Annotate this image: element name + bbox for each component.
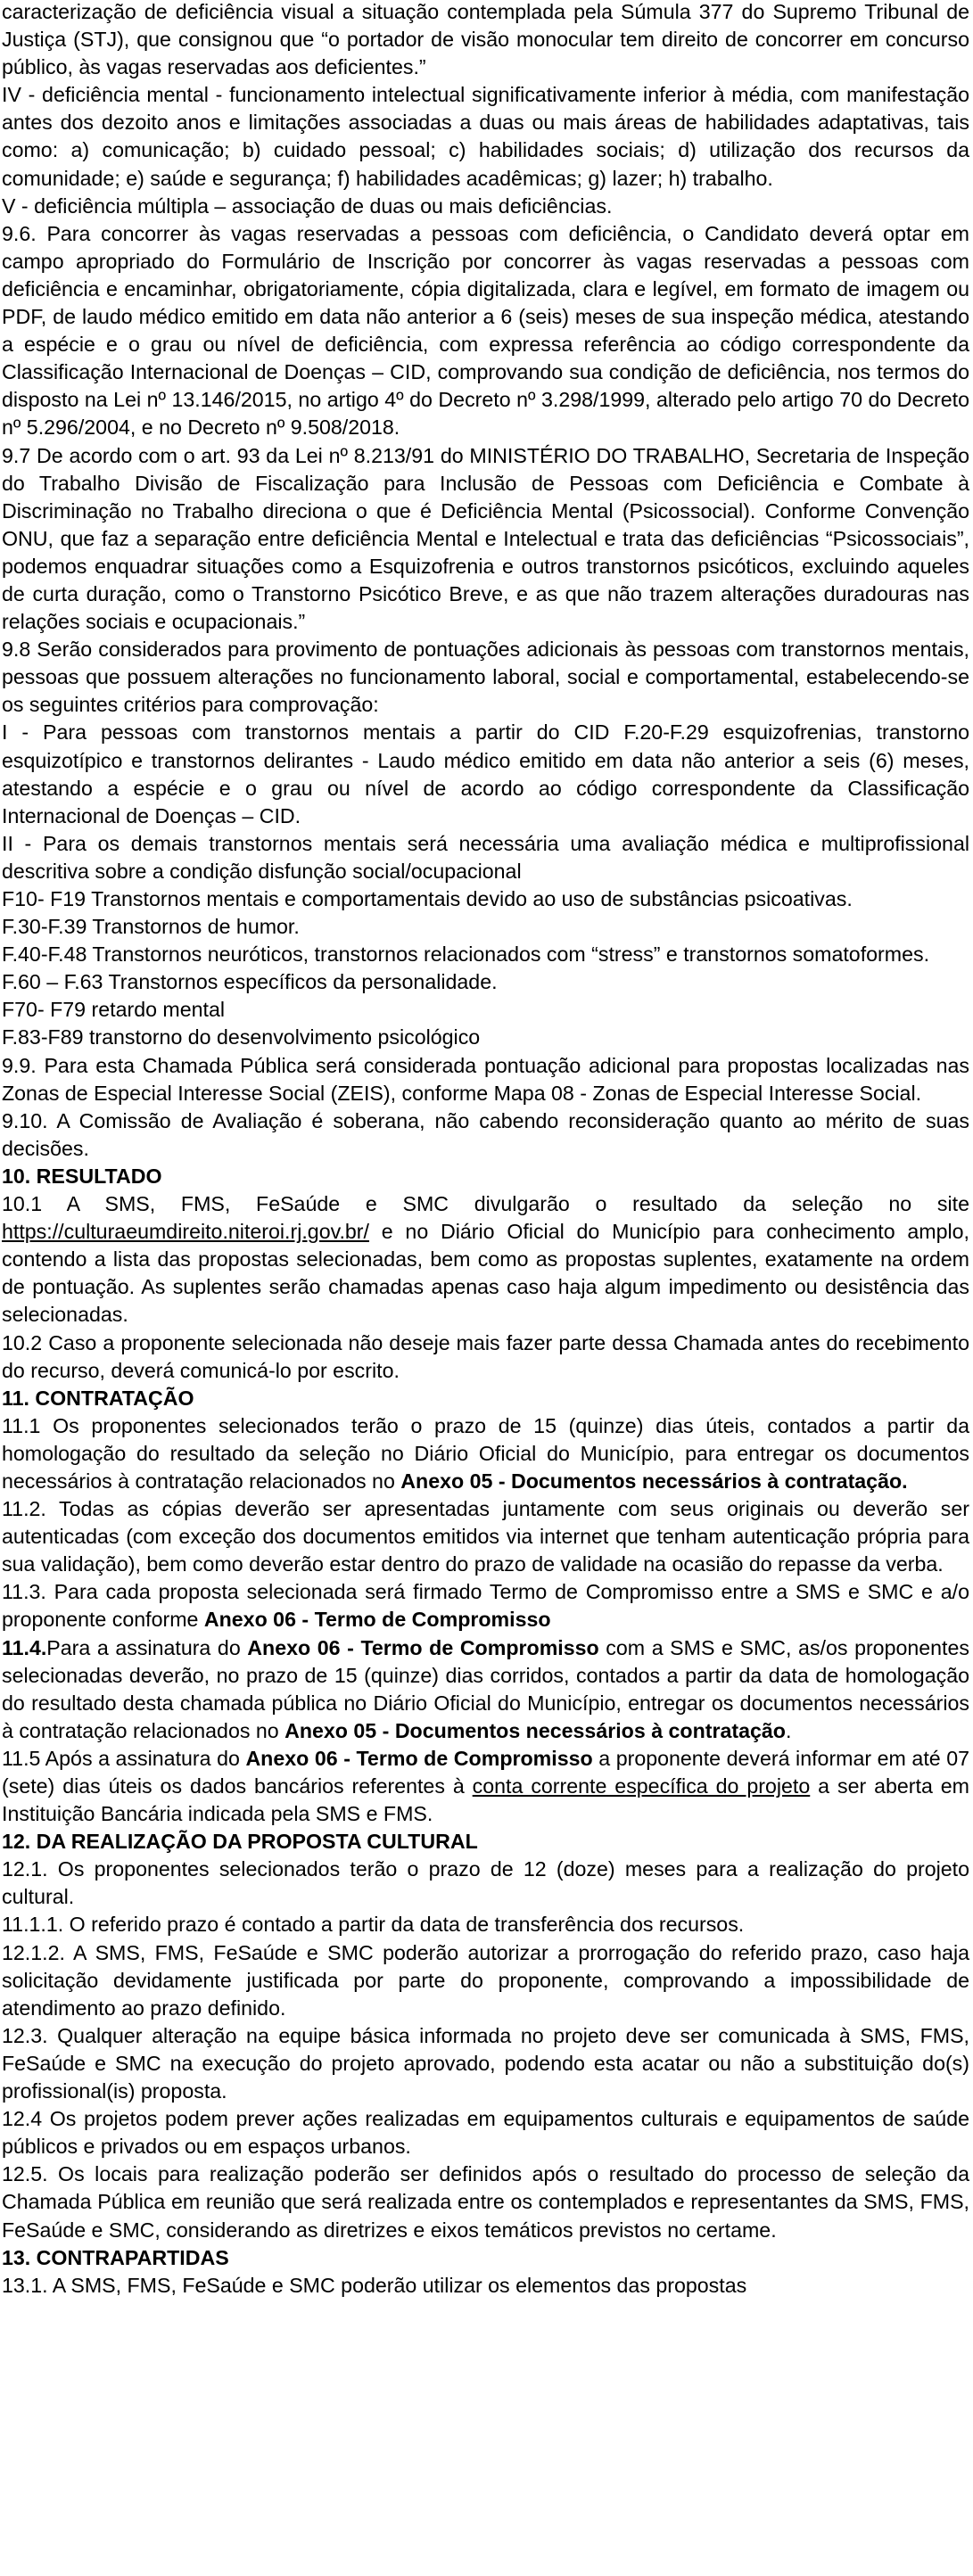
bold-text: Anexo 05 - Documentos necessários à contratação. bbox=[400, 1469, 908, 1493]
text-run: e no Diário Oficial do Município para conhecimento amplo, contendo a lista das propostas selecionadas, bem como as propostas suplentes, exatamente na ordem de pontuação. As suplentes serão chamadas apenas caso haja algum impedimento ou desistência das selecionadas. bbox=[2, 1220, 969, 1327]
paragraph: 9.10. A Comissão de Avaliação é soberana, não cabendo reconsideração quanto ao mérito de suas decisões. bbox=[2, 1108, 969, 1160]
bold-text: Anexo 06 - Termo de Compromisso bbox=[203, 1608, 551, 1632]
paragraph: 12.1. Os proponentes selecionados terão o prazo de 12 (doze) meses para a realização do projeto cultural. bbox=[2, 1857, 969, 1909]
paragraph-11-5 bbox=[2, 1745, 969, 1828]
paragraph: II - Para os demais transtornos mentais será necessária uma avaliação médica e multiprofissional descritiva sobre a condição disfunção social/ocupacional bbox=[2, 831, 969, 883]
text-run: 11.5 Após a assinatura do bbox=[2, 1746, 246, 1770]
text-run: 11.3. Para cada proposta selecionada será firmado Termo de Compromisso entre a SMS e SMC e a/o proponente conforme bbox=[2, 1580, 969, 1632]
section-heading-contratacao: 11. CONTRATAÇÃO bbox=[2, 1386, 194, 1410]
paragraph: 11.1.1. O referido prazo é contado a partir da data de transferência dos recursos. bbox=[2, 1913, 745, 1937]
section-heading-resultado: 10. RESULTADO bbox=[2, 1164, 162, 1188]
paragraph-11-1 bbox=[2, 1412, 969, 1495]
paragraph: F.30-F.39 Transtornos de humor. bbox=[2, 915, 300, 939]
text-run: a ser aberta em Instituição Bancária indicada pela SMS e FMS. bbox=[2, 1774, 970, 1826]
paragraph-10-2: 10.2 Caso a proponente selecionada não deseje mais fazer parte dessa Chamada antes do recebimento do recurso, deverá comunicá-lo por escrito. bbox=[2, 1330, 969, 1382]
site-link[interactable]: https://culturaeumdireito.niteroi.rj.gov.br/ bbox=[2, 1220, 369, 1244]
paragraph: 12.1.2. A SMS, FMS, FeSaúde e SMC poderão autorizar a prorrogação do referido prazo, caso haja solicitação devidamente justificada por parte do proponente, comprovando a impossibilidade de atendimento ao prazo definido. bbox=[2, 1940, 969, 2020]
text-run: 11.1 Os proponentes selecionados terão o prazo de 15 (quinze) dias úteis, contados a partir da homologação do resultado da seleção no Diário Oficial do Município, para entregar os documentos necessários à contratação relacionados no bbox=[2, 1413, 969, 1493]
paragraph: IV - deficiência mental - funcionamento intelectual significativamente inferior à média, com manifestação antes dos dezoito anos e limitações associadas a duas ou mais áreas de habilidades adaptativas, tais como: a) comunicação; b) cuidado pessoal; c) habilidades sociais; d) utilização dos recursos da comunidade; e) saúde e segurança; f) habilidades acadêmicas; g) lazer; h) trabalho. bbox=[2, 83, 969, 190]
text-run: . bbox=[785, 1718, 792, 1742]
text-run: a proponente deverá informar em até 07 (sete) dias úteis os dados bancários referentes à bbox=[2, 1746, 970, 1798]
paragraph: F10- F19 Transtornos mentais e comportamentais devido ao uso de substâncias psicoativas. bbox=[2, 887, 853, 910]
paragraph: 12.3. Qualquer alteração na equipe básica informada no projeto deve ser comunicada à SMS, FMS, FeSaúde e SMC na execução do projeto aprovado, podendo esta acatar ou não a substituição do(s) profissional(is) proposta. bbox=[2, 2023, 969, 2103]
paragraph-13-1: 13.1. A SMS, FMS, FeSaúde e SMC poderão utilizar os elementos das propostas bbox=[2, 2273, 747, 2297]
paragraph-11-2: 11.2. Todas as cópias deverão ser apresentadas juntamente com seus originais ou deverão ser autenticadas (com exceção dos documentos emitidos via internet que tenham autenticação própria para sua validação), bem como deverão estar dentro do prazo de validade na ocasião do repasse da verba. bbox=[2, 1497, 969, 1576]
text-run: com a SMS e SMC, as/os proponentes selecionadas deverão, no prazo de 15 (quinze) dias corridos, contados a partir da data de homologação do resultado desta chamada pública no Diário Oficial do Município, entregar os documentos necessários à contratação relacionados no bbox=[2, 1635, 969, 1742]
paragraph-10-1 bbox=[2, 1190, 969, 1329]
paragraph-11-4 bbox=[2, 1634, 969, 1745]
paragraph-11-3 bbox=[2, 1578, 969, 1634]
text-run: 10.1 A SMS, FMS, FeSaúde e SMC divulgarão o resultado da seleção no site bbox=[2, 1192, 969, 1216]
bold-text: Anexo 05 - Documentos necessários à contratação bbox=[284, 1718, 786, 1742]
paragraph: 12.4 Os projetos podem prever ações realizadas em equipamentos culturais e equipamentos de saúde públicos e privados ou em espaços urbanos. bbox=[2, 2107, 969, 2159]
paragraph: V - deficiência múltipla – associação de duas ou mais deficiências. bbox=[2, 193, 613, 218]
paragraph: I - Para pessoas com transtornos mentais a partir do CID F.20-F.29 esquizofrenias, transtorno esquizotípico e transtornos delirantes - Laudo médico emitido em data não anterior a seis (6) meses, atestando a espécie e o grau ou nível de acordo ao código correspondente da Classificação Internacional de Doenças – CID. bbox=[2, 720, 969, 827]
paragraph: F.40-F.48 Transtornos neuróticos, transtornos relacionados com “stress” e transtornos somatoformes. bbox=[2, 942, 930, 967]
underlined-text: conta corrente específica do projeto bbox=[472, 1774, 811, 1798]
paragraph: 9.9. Para esta Chamada Pública será considerada pontuação adicional para propostas localizadas nas Zonas de Especial Interesse Social (ZEIS), conforme Mapa 08 - Zonas de Especial Interesse Social. bbox=[2, 1053, 969, 1105]
paragraph: 9.8 Serão considerados para provimento de pontuações adicionais às pessoas com transtornos mentais, pessoas que possuem alterações no funcionamento laboral, social e comportamental, estabelecendo-se os seguintes critérios para comprovação: bbox=[2, 638, 969, 717]
section-heading-realizacao: 12. DA REALIZAÇÃO DA PROPOSTA CULTURAL bbox=[2, 1830, 478, 1854]
bold-text: Anexo 06 - Termo de Compromisso bbox=[247, 1635, 599, 1659]
paragraph: F70- F79 retardo mental bbox=[2, 998, 226, 1022]
paragraph: caracterização de deficiência visual a situação contemplada pela Súmula 377 do Supremo Tribunal de Justiça (STJ), que consignou que “o portador de visão monocular tem direito de concorrer em concurso público, às vagas reservadas aos deficientes.” bbox=[2, 0, 969, 79]
bold-text: 11.4. bbox=[2, 1635, 47, 1659]
paragraph: F.83-F89 transtorno do desenvolvimento psicológico bbox=[2, 1025, 481, 1049]
paragraph: F.60 – F.63 Transtornos específicos da personalidade. bbox=[2, 970, 498, 994]
paragraph: 12.5. Os locais para realização poderão ser definidos após o resultado do processo de seleção da Chamada Pública em reunião que será realizada entre os contemplados e representantes da SMS, FMS, FeSaúde e SMC, considerando as diretrizes e eixos temáticos previstos no certame. bbox=[2, 2162, 969, 2242]
paragraph: 9.7 De acordo com o art. 93 da Lei nº 8.213/91 do MINISTÉRIO DO TRABALHO, Secretaria de Inspeção do Trabalho Divisão de Fiscalização para Inclusão de Pessoas com Deficiência e Combate à Discriminação no Trabalho direciona o que é Deficiência Mental (Psicossocial). Conforme Convenção ONU, que faz a separação entre deficiência Mental e Intelectual e trata das deficiências “Psicossociais”, podemos enquadrar situações como a Esquizofrenia e outros transtornos psicóticos, excluindo aqueles de curta duração, como o Transtorno Psicótico Breve, e as que não trazem alterações duradouras nas relações sociais e ocupacionais.” bbox=[2, 443, 969, 634]
section-heading-contrapartidas: 13. CONTRAPARTIDAS bbox=[2, 2245, 229, 2269]
text-run: Para a assinatura do bbox=[46, 1635, 248, 1659]
paragraph: 9.6. Para concorrer às vagas reservadas a pessoas com deficiência, o Candidato deverá optar em campo apropriado do Formulário de Inscrição por concorrer às vagas reservadas a pessoas com deficiência e encaminhar, obrigatoriamente, cópia digitalizada, clara e legível, em formato de imagem ou PDF, de laudo médico emitido em data não anterior a 6 (seis) meses de sua inspeção médica, atestando a espécie e o grau ou nível de deficiência, com expressa referência ao código correspondente da Classificação Internacional de Doenças – CID, comprovando sua condição de deficiência, nos termos do disposto na Lei nº 13.146/2015, no artigo 4º do Decreto nº 3.298/1999, alterado pelo artigo 70 do Decreto nº 5.296/2004, e no Decreto nº 9.508/2018. bbox=[2, 221, 969, 440]
bold-text: Anexo 06 - Termo de Compromisso bbox=[245, 1746, 593, 1770]
